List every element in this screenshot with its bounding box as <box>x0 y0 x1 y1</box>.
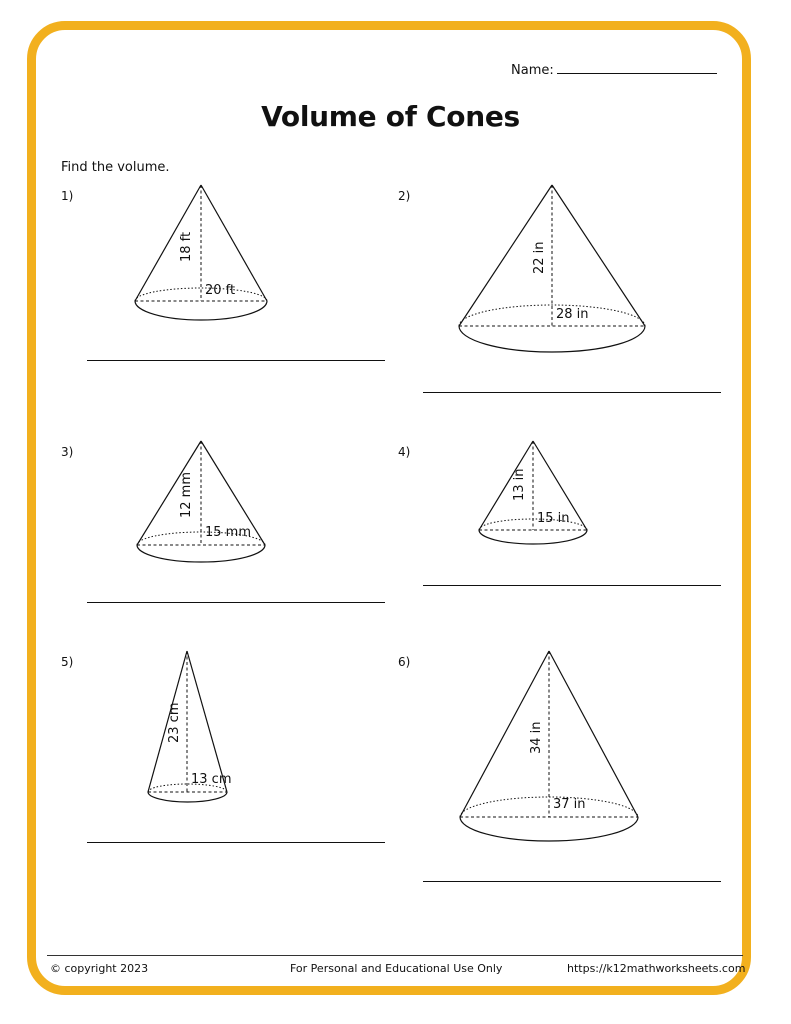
problem-3-height-label: 12 mm <box>179 471 194 518</box>
problem-5-radius-label: 13 cm <box>191 772 232 787</box>
footer-url[interactable]: https://k12mathworksheets.com <box>567 962 746 975</box>
instruction-text: Find the volume. <box>61 160 170 175</box>
problem-6-answer-line[interactable] <box>423 881 721 882</box>
problem-1-height-label: 18 ft <box>179 231 194 262</box>
page-title: Volume of Cones <box>261 100 520 133</box>
problem-4-radius-label: 15 in <box>537 511 570 526</box>
problem-2-radius-label: 28 in <box>556 307 589 322</box>
problem-4-height-label: 13 in <box>512 468 527 501</box>
problem-2-height-label: 22 in <box>532 241 547 274</box>
problem-6-height-label: 34 in <box>529 721 544 754</box>
problem-1-number: 1) <box>61 189 74 203</box>
problem-5-number: 5) <box>61 655 74 669</box>
footer-usage-note: For Personal and Educational Use Only <box>290 962 503 975</box>
problem-2-number: 2) <box>398 189 411 203</box>
name-label: Name: <box>511 63 554 78</box>
footer-divider <box>47 955 743 956</box>
problem-3-radius-label: 15 mm <box>205 525 252 540</box>
footer-copyright: © copyright 2023 <box>50 962 149 975</box>
problem-3-number: 3) <box>61 445 74 459</box>
problem-6-number: 6) <box>398 655 411 669</box>
problem-5-height-label: 23 cm <box>167 702 182 743</box>
problem-1-radius-label: 20 ft <box>205 283 236 298</box>
problem-4-number: 4) <box>398 445 411 459</box>
problem-6-radius-label: 37 in <box>553 797 586 812</box>
